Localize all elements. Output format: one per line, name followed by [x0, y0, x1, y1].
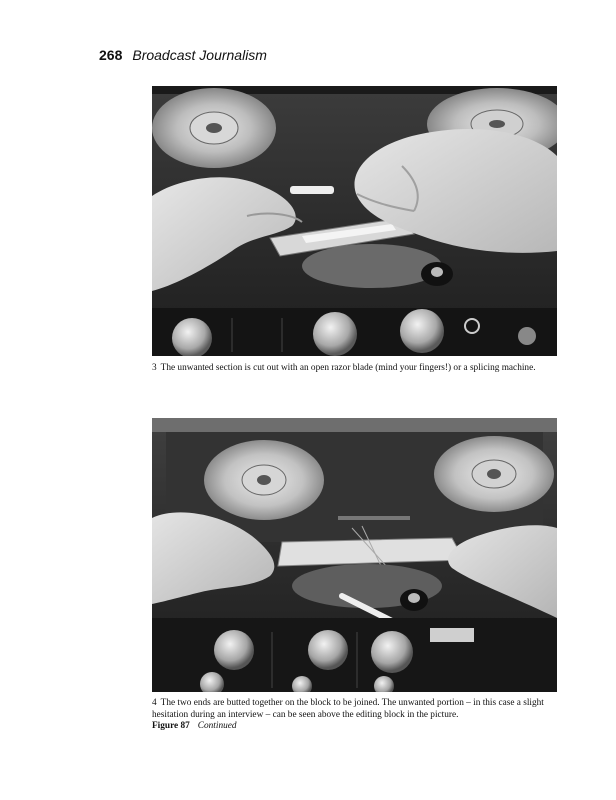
book-title: Broadcast Journalism: [132, 47, 267, 63]
page-number: 268: [99, 47, 123, 63]
caption-text: The two ends are butted together on the block to be joined. The unwanted portion – in this case a slight hesitation during an interview – can be seen above the editing block in the picture.: [152, 698, 544, 720]
figure-number: Figure 87: [152, 721, 190, 731]
figure-label: [152, 721, 237, 731]
photo-tape-cutting: [152, 86, 557, 356]
caption-number: 4: [152, 698, 157, 708]
caption-number: 3: [152, 363, 157, 373]
figure-4-caption: [152, 697, 562, 721]
caption-text: The unwanted section is cut out with an open razor blade (mind your fingers!) or a splicing machine.: [160, 363, 536, 373]
running-header: [99, 47, 267, 63]
photo-tape-joining: [152, 418, 557, 692]
figure-3-caption: [152, 362, 562, 374]
figure-status: Continued: [197, 721, 237, 731]
